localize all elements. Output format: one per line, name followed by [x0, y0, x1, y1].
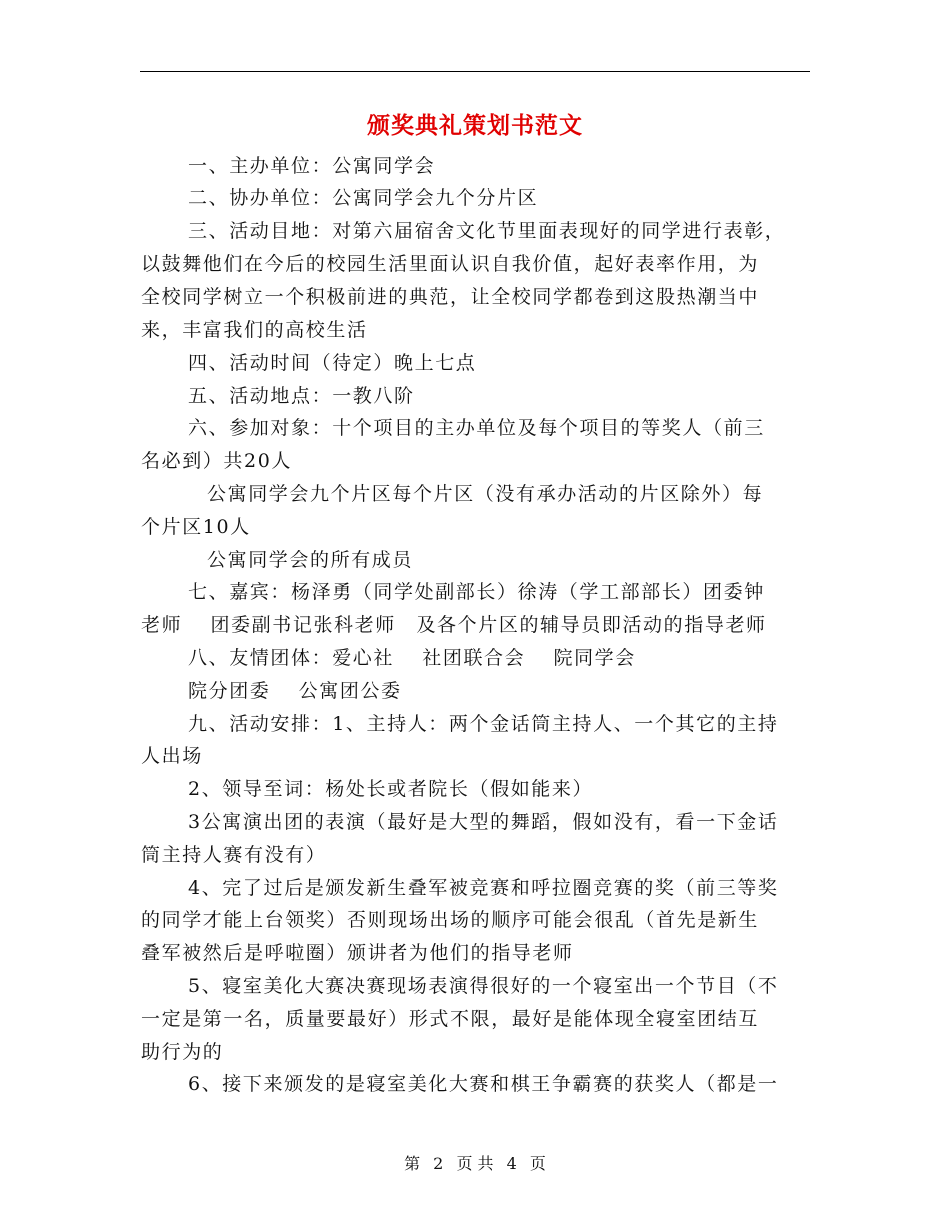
body-line: 七、嘉宾：杨泽勇（同学处副部长）徐涛（学工部部长）团委钟 — [188, 581, 765, 603]
body-line: 二、协办单位：公寓同学会九个分片区 — [188, 187, 539, 209]
body-line: 一定是第一名，质量要最好）形式不限，最好是能体现全寝室团结互 — [141, 1008, 760, 1030]
body-line: 四、活动时间（待定）晚上七点 — [188, 352, 477, 374]
body-line: 九、活动安排：1、主持人：两个金话筒主持人、一个其它的主持 — [188, 713, 779, 735]
document-title: 颁奖典礼策划书范文 — [367, 112, 583, 139]
body-line: 全校同学树立一个积极前进的典范，让全校同学都卷到这股热潮当中 — [141, 286, 760, 308]
body-line: 来，丰富我们的高校生活 — [141, 319, 368, 341]
header-rule — [140, 71, 810, 72]
footer-prefix: 第 — [404, 1154, 421, 1173]
body-line: 老师 团委副书记张科老师 及各个片区的辅导员即活动的指导老师 — [141, 614, 767, 636]
body-line: 4、完了过后是颁发新生叠军被竞赛和呼拉圈竞赛的奖（前三等奖 — [188, 877, 779, 899]
body-line: 助行为的 — [141, 1041, 224, 1063]
body-line: 名必到）共20人 — [141, 450, 292, 472]
page-footer — [0, 1153, 950, 1175]
body-line: 五、活动地点：一教八阶 — [188, 385, 415, 407]
body-line: 以鼓舞他们在今后的校园生活里面认识自我价值，起好表率作用，为 — [141, 253, 760, 275]
body-line: 5、寝室美化大赛决赛现场表演得很好的一个寝室出一个节目（不 — [188, 975, 779, 997]
total-page-count: 4 — [506, 1154, 517, 1173]
body-line: 院分团委 公寓团公委 — [188, 680, 402, 702]
body-line: 叠军被然后是呼啦圈）颁讲者为他们的指导老师 — [141, 942, 574, 964]
footer-suffix: 页 — [529, 1154, 546, 1173]
body-line: 六、参加对象：十个项目的主办单位及每个项目的等奖人（前三 — [188, 417, 765, 439]
body-line: 一、主办单位：公寓同学会 — [188, 155, 436, 177]
body-line: 3公寓演出团的表演（最好是大型的舞蹈，假如没有，看一下金话 — [188, 811, 779, 833]
body-line: 公寓同学会的所有成员 — [207, 549, 414, 571]
current-page-number: 2 — [433, 1154, 444, 1173]
body-line: 6、接下来颁发的是寝室美化大赛和棋王争霸赛的获奖人（都是一 — [188, 1073, 779, 1095]
footer-middle: 页 共 — [456, 1154, 494, 1173]
body-line: 个片区10人 — [141, 516, 251, 538]
body-line: 人出场 — [141, 745, 203, 767]
body-line: 筒主持人赛有没有） — [141, 844, 327, 866]
body-line: 2、领导至词：杨处长或者院长（假如能来） — [188, 778, 594, 800]
body-line: 的同学才能上台领奖）否则现场出场的顺序可能会很乱（首先是新生 — [141, 909, 760, 931]
body-line: 八、友情团体：爱心社 社团联合会 院同学会 — [188, 647, 636, 669]
body-line: 三、活动目地：对第六届宿舍文化节里面表现好的同学进行表彰， — [188, 220, 786, 242]
body-line: 公寓同学会九个片区每个片区（没有承办活动的片区除外）每 — [207, 483, 764, 505]
